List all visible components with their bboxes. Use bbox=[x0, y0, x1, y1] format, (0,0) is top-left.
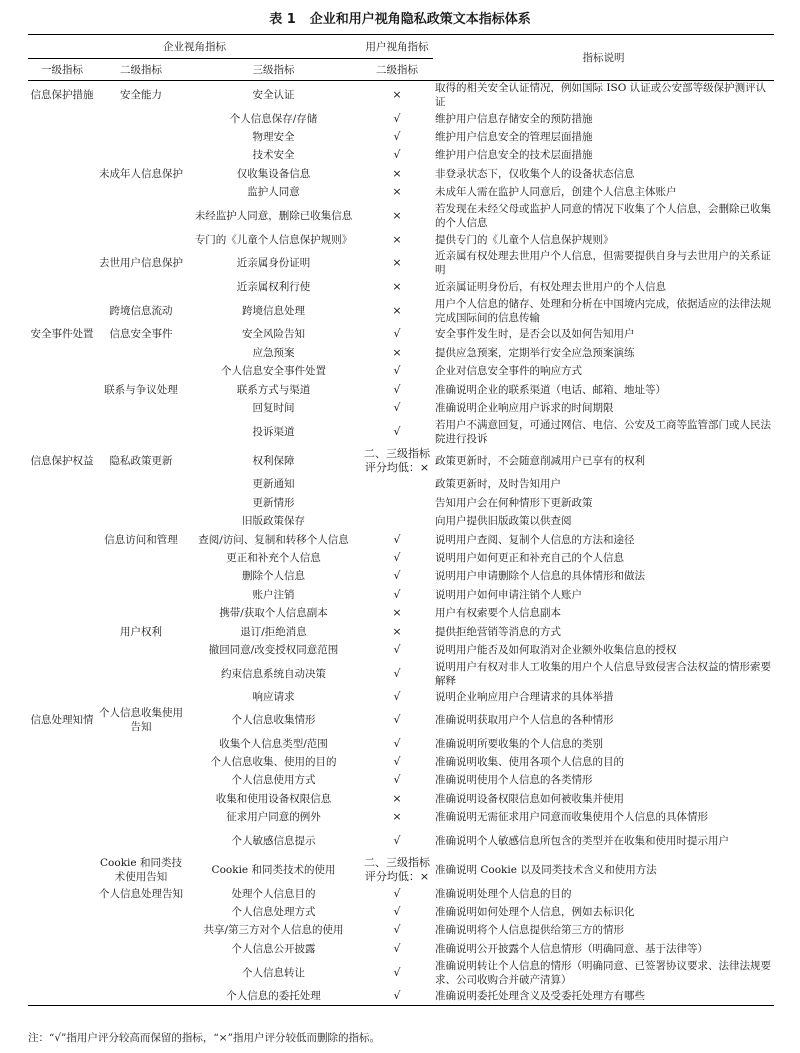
level2-cell bbox=[96, 921, 186, 939]
level2-cell bbox=[96, 688, 186, 706]
table-row bbox=[28, 688, 774, 706]
level2-cell bbox=[96, 128, 186, 146]
table-row bbox=[28, 940, 774, 958]
level3-cell: 约束信息系统自动决策 bbox=[221, 667, 326, 680]
level3-cell: 安全风险告知 bbox=[242, 328, 305, 341]
level1-cell bbox=[28, 512, 96, 530]
level2-cell bbox=[96, 604, 186, 622]
table-row bbox=[28, 530, 774, 548]
level1-cell bbox=[28, 380, 96, 398]
description-cell: 提供应急预案，定期举行安全应急预案演练 bbox=[435, 346, 635, 359]
table-row bbox=[28, 734, 774, 752]
description-cell: 准确说明设备权限信息如何被收集并使用 bbox=[435, 792, 625, 805]
user-mark-cell: √ bbox=[393, 569, 401, 583]
user-mark-cell: √ bbox=[393, 550, 401, 564]
user-mark-cell: √ bbox=[393, 965, 401, 979]
level3-cell: 回复时间 bbox=[252, 401, 295, 414]
description-cell: 准确说明无需征求用户同意而收集使用个人信息的具体情形 bbox=[435, 811, 709, 824]
table-row bbox=[28, 771, 774, 789]
user-mark-cell: × bbox=[392, 185, 402, 199]
level1-cell bbox=[28, 146, 96, 164]
description-cell: 准确说明使用个人信息的各类情形 bbox=[435, 774, 593, 787]
level3-cell: 近亲属权利行使 bbox=[236, 281, 311, 294]
level1-cell bbox=[28, 567, 96, 585]
user-mark-cell: × bbox=[392, 88, 402, 102]
level1-cell bbox=[28, 362, 96, 380]
level1-cell bbox=[28, 622, 96, 640]
user-mark-cell: √ bbox=[393, 833, 401, 847]
user-mark-cell: × bbox=[392, 256, 402, 270]
description-header: 指标说明 bbox=[433, 35, 774, 81]
level3-cell: 近亲属身份证明 bbox=[236, 257, 311, 270]
level3-cell: 删除个人信息 bbox=[242, 570, 305, 583]
user-mark-cell: × bbox=[392, 624, 402, 638]
level1-cell bbox=[28, 530, 96, 548]
level1-cell bbox=[28, 201, 96, 230]
description-cell: 说明用户申请删除个人信息的具体情形和做法 bbox=[435, 570, 646, 583]
level3-cell: 查阅/访问、复制和转移个人信息 bbox=[198, 533, 349, 546]
level2-cell: 信息访问和管理 bbox=[104, 533, 178, 546]
level2-cell bbox=[96, 586, 186, 604]
level1-cell bbox=[28, 884, 96, 902]
user-mark-cell bbox=[361, 475, 433, 493]
level3-cell: 撤回同意/改变授权同意范围 bbox=[208, 643, 339, 656]
level2-cell: 用户权利 bbox=[120, 625, 162, 638]
user-mark-cell: × bbox=[392, 280, 402, 294]
level2-cell: Cookie 和同类技术使用告知 bbox=[100, 856, 182, 883]
table-row bbox=[28, 855, 774, 884]
description-cell: 安全事件发生时，是否会以及如何告知用户 bbox=[435, 328, 635, 341]
user-mark-cell: √ bbox=[393, 327, 401, 341]
level3-cell: Cookie 和同类技术的使用 bbox=[211, 863, 336, 876]
description-cell: 说明用户如何更正和补充自己的个人信息 bbox=[435, 551, 625, 564]
description-cell: 准确说明转让个人信息的情形（明确同意、已签署协议要求、法律法规要求、公司收购合并破产清算） bbox=[435, 959, 772, 986]
level1-cell: 信息保护措施 bbox=[30, 89, 94, 102]
user-mark-cell: √ bbox=[393, 642, 401, 656]
level3-header: 三级指标 bbox=[186, 59, 361, 81]
table-row bbox=[28, 987, 774, 1005]
user-mark-cell: √ bbox=[393, 148, 401, 162]
level3-cell: 联系方式与渠道 bbox=[236, 383, 311, 396]
level1-cell bbox=[28, 734, 96, 752]
level1-cell bbox=[28, 230, 96, 248]
description-cell: 政策更新时，不会随意削减用户已享有的权利 bbox=[435, 454, 646, 467]
description-cell: 准确说明处理个人信息的目的 bbox=[435, 887, 572, 900]
user-level2-header: 二级指标 bbox=[361, 59, 433, 81]
level2-cell bbox=[96, 549, 186, 567]
table-row bbox=[28, 903, 774, 921]
level2-cell bbox=[96, 987, 186, 1005]
description-cell: 向用户提供旧版政策以供查阅 bbox=[435, 515, 572, 528]
table-row bbox=[28, 278, 774, 296]
level1-cell bbox=[28, 688, 96, 706]
description-cell: 非登录状态下，仅收集个人的设备状态信息 bbox=[435, 167, 635, 180]
level2-cell bbox=[96, 344, 186, 362]
level1-cell bbox=[28, 771, 96, 789]
level2-cell bbox=[96, 110, 186, 128]
description-cell: 说明企业响应用户合理请求的具体举措 bbox=[435, 691, 614, 704]
description-cell: 未成年人需在监护人同意后，创建个人信息主体账户 bbox=[435, 186, 677, 199]
level2-cell bbox=[96, 826, 186, 855]
description-cell: 若发现在未经父母或监护人同意的情况下收集了个人信息，会删除已收集的个人信息 bbox=[435, 202, 772, 229]
description-cell: 提供专门的《儿童个人信息保护规则》 bbox=[435, 233, 614, 246]
user-mark-cell: √ bbox=[393, 130, 401, 144]
user-mark-cell: √ bbox=[393, 587, 401, 601]
level2-cell bbox=[96, 183, 186, 201]
level3-cell: 权利保障 bbox=[252, 454, 295, 467]
level3-cell: 个人信息安全事件处置 bbox=[221, 365, 326, 378]
level1-cell bbox=[28, 641, 96, 659]
level2-cell bbox=[96, 362, 186, 380]
level1-cell bbox=[28, 296, 96, 325]
level3-cell: 更正和补充个人信息 bbox=[226, 551, 321, 564]
user-mark-cell: √ bbox=[393, 886, 401, 900]
user-mark-cell: × bbox=[392, 208, 402, 222]
level2-cell: 联系与争议处理 bbox=[104, 383, 178, 396]
level2-cell bbox=[96, 808, 186, 826]
table-row bbox=[28, 344, 774, 362]
level1-cell bbox=[28, 278, 96, 296]
level1-cell bbox=[28, 165, 96, 183]
table-row bbox=[28, 659, 774, 688]
table-row bbox=[28, 494, 774, 512]
table-row bbox=[28, 146, 774, 164]
table-row bbox=[28, 706, 774, 734]
table-row bbox=[28, 641, 774, 659]
level2-cell bbox=[96, 903, 186, 921]
level1-cell bbox=[28, 987, 96, 1005]
level3-cell: 个人信息处理方式 bbox=[231, 906, 316, 919]
level1-cell bbox=[28, 183, 96, 201]
level1-cell: 安全事件处置 bbox=[30, 328, 94, 341]
level3-cell: 个人信息的委托处理 bbox=[186, 987, 361, 1005]
level2-cell: 安全能力 bbox=[120, 89, 162, 102]
table-row bbox=[28, 380, 774, 398]
level3-cell: 响应请求 bbox=[252, 691, 295, 704]
description-cell: 用户有权索要个人信息副本 bbox=[435, 607, 562, 620]
level3-cell: 更新情形 bbox=[252, 496, 295, 509]
level3-cell: 个人敏感信息提示 bbox=[231, 834, 316, 847]
table-number: 表 1 bbox=[269, 12, 296, 27]
level1-header: 一级指标 bbox=[28, 59, 96, 81]
level2-cell: 信息安全事件 bbox=[109, 328, 173, 341]
level3-cell: 共享/第三方对个人信息的使用 bbox=[203, 924, 344, 937]
table-row bbox=[28, 249, 774, 278]
level2-cell: 隐私政策更新 bbox=[109, 454, 173, 467]
level1-cell bbox=[28, 940, 96, 958]
level3-cell: 监护人同意 bbox=[247, 186, 300, 199]
description-cell: 提供拒绝营销等消息的方式 bbox=[435, 625, 562, 638]
description-cell: 准确说明将个人信息提供给第三方的情形 bbox=[435, 924, 625, 937]
table-row bbox=[28, 417, 774, 446]
enterprise-group-header: 企业视角指标 bbox=[28, 35, 361, 59]
user-mark-cell: × bbox=[392, 810, 402, 824]
user-mark-cell: √ bbox=[393, 690, 401, 704]
description-cell: 近亲属证明身份后，有权处理去世用户的个人信息 bbox=[435, 281, 667, 294]
description-cell: 企业对信息安全事件的响应方式 bbox=[435, 365, 583, 378]
level1-cell bbox=[28, 855, 96, 884]
table-row bbox=[28, 128, 774, 146]
description-cell: 维护用户信息安全的技术层面措施 bbox=[435, 149, 593, 162]
level2-cell: 未成年人信息保护 bbox=[99, 167, 183, 180]
level2-cell bbox=[96, 417, 186, 446]
level3-cell: 应急预案 bbox=[252, 346, 295, 359]
level3-cell: 征求用户同意的例外 bbox=[226, 811, 321, 824]
level1-cell bbox=[28, 494, 96, 512]
level1-cell bbox=[28, 399, 96, 417]
level2-cell: 去世用户信息保护 bbox=[99, 257, 183, 270]
level2-cell bbox=[96, 512, 186, 530]
user-mark-cell: × bbox=[392, 791, 402, 805]
table-row bbox=[28, 567, 774, 585]
level1-cell bbox=[28, 826, 96, 855]
description-cell: 准确说明所要收集的个人信息的类别 bbox=[435, 737, 604, 750]
user-mark-cell: × bbox=[392, 345, 402, 359]
level1-cell bbox=[28, 808, 96, 826]
level2-cell: 个人信息处理告知 bbox=[99, 887, 183, 900]
table-row bbox=[28, 549, 774, 567]
table-body bbox=[28, 81, 774, 1006]
table-title bbox=[0, 8, 800, 27]
level3-cell: 账户注销 bbox=[252, 588, 295, 601]
table-row bbox=[28, 325, 774, 343]
level3-cell: 旧版政策保存 bbox=[242, 515, 305, 528]
user-mark-cell: 二、三级指标评分均低：× bbox=[364, 446, 431, 474]
indicator-table bbox=[28, 34, 774, 1006]
description-cell: 准确说明个人敏感信息所包含的类型并在收集和使用时提示用户 bbox=[435, 834, 730, 847]
level3-cell: 收集和使用设备权限信息 bbox=[215, 792, 332, 805]
level2-cell bbox=[96, 771, 186, 789]
table-row bbox=[28, 826, 774, 855]
description-cell: 维护用户信息存储安全的预防措施 bbox=[435, 112, 593, 125]
level2-cell bbox=[96, 641, 186, 659]
level3-cell: 个人信息使用方式 bbox=[231, 774, 316, 787]
user-mark-cell: √ bbox=[393, 364, 401, 378]
level3-cell: 处理个人信息目的 bbox=[231, 887, 316, 900]
description-cell: 准确说明企业响应用户诉求的时间期限 bbox=[435, 401, 614, 414]
level1-cell bbox=[28, 659, 96, 688]
level1-cell bbox=[28, 249, 96, 278]
table-row bbox=[28, 296, 774, 325]
level1-cell bbox=[28, 921, 96, 939]
description-cell: 近亲属有权处理去世用户个人信息，但需要提供自身与去世用户的关系证明 bbox=[435, 250, 772, 277]
user-mark-cell: √ bbox=[361, 987, 433, 1005]
description-cell: 准确说明收集、使用各项个人信息的目的 bbox=[435, 756, 625, 769]
user-mark-cell: √ bbox=[393, 736, 401, 750]
level2-cell bbox=[96, 278, 186, 296]
description-cell: 用户个人信息的储存、处理和分析在中国境内完成，依据适应的法律法规完成国际间的信息传输 bbox=[435, 297, 772, 324]
level3-cell: 投诉渠道 bbox=[252, 425, 295, 438]
description-cell: 准确说明获取用户个人信息的各种情形 bbox=[435, 714, 614, 727]
user-mark-cell bbox=[361, 494, 433, 512]
description-cell: 告知用户会在何种情形下更新政策 bbox=[435, 496, 593, 509]
user-mark-cell: √ bbox=[393, 713, 401, 727]
level2-header: 二级指标 bbox=[96, 59, 186, 81]
level3-cell: 收集个人信息类型/范围 bbox=[219, 737, 328, 750]
level1-cell bbox=[28, 475, 96, 493]
level1-cell: 信息保护权益 bbox=[30, 454, 94, 467]
level2-cell: 个人信息收集使用告知 bbox=[99, 707, 183, 734]
description-cell: 若用户不满意回复，可通过网信、电信、公安及工商等监管部门或人民法院进行投诉 bbox=[435, 418, 772, 445]
table-row bbox=[28, 230, 774, 248]
level3-cell: 跨境信息处理 bbox=[242, 304, 305, 317]
table-row bbox=[28, 399, 774, 417]
table-note: 注：“√”指用户评分较高而保留的指标，“×”指用户评分较低而删除的指标。 bbox=[28, 1032, 380, 1044]
description-cell: 取得的相关安全认证情况，例如国际 ISO 认证或公安部等级保护测评认证 bbox=[435, 82, 767, 109]
level2-cell bbox=[96, 940, 186, 958]
user-mark-cell: √ bbox=[393, 382, 401, 396]
description-cell: 说明用户查阅、复制个人信息的方法和途径 bbox=[435, 533, 635, 546]
level1-cell bbox=[28, 549, 96, 567]
user-mark-cell: √ bbox=[393, 905, 401, 919]
level2-cell bbox=[96, 659, 186, 688]
level3-cell: 个人信息收集情形 bbox=[231, 714, 316, 727]
level2-cell bbox=[96, 475, 186, 493]
level1-cell bbox=[28, 958, 96, 987]
level2-cell: 跨境信息流动 bbox=[109, 304, 173, 317]
level2-cell bbox=[96, 230, 186, 248]
level2-cell bbox=[96, 958, 186, 987]
level1-cell bbox=[28, 344, 96, 362]
description-cell: 维护用户信息安全的管理层面措施 bbox=[435, 131, 593, 144]
table-row bbox=[28, 753, 774, 771]
table-row bbox=[28, 512, 774, 530]
user-mark-cell: × bbox=[392, 303, 402, 317]
description-cell: 准确说明企业的联系渠道（电话、邮箱、地址等） bbox=[435, 383, 667, 396]
table-row bbox=[28, 586, 774, 604]
level1-cell bbox=[28, 604, 96, 622]
level2-cell bbox=[96, 146, 186, 164]
level3-cell: 未经监护人同意，删除已收集信息 bbox=[194, 209, 353, 222]
level3-cell: 个人信息收集、使用的目的 bbox=[210, 756, 337, 769]
table-row bbox=[28, 446, 774, 475]
level3-cell: 个人信息保存/存储 bbox=[229, 112, 318, 125]
level2-cell bbox=[96, 567, 186, 585]
level3-cell: 物理安全 bbox=[252, 131, 295, 144]
description-cell: 准确说明 Cookie 以及同类技术含义和使用方法 bbox=[435, 863, 657, 876]
level1-cell bbox=[28, 128, 96, 146]
level2-cell bbox=[96, 753, 186, 771]
level1-cell bbox=[28, 417, 96, 446]
table-row bbox=[28, 201, 774, 230]
description-cell: 说明用户能否及如何取消对企业额外收集信息的授权 bbox=[435, 643, 677, 656]
user-mark-cell bbox=[361, 512, 433, 530]
level2-cell bbox=[96, 399, 186, 417]
user-mark-cell: √ bbox=[393, 755, 401, 769]
user-mark-cell: √ bbox=[393, 400, 401, 414]
level3-cell: 退订/拒绝消息 bbox=[240, 625, 307, 638]
table-row bbox=[28, 165, 774, 183]
user-mark-cell: √ bbox=[393, 111, 401, 125]
level1-cell: 信息处理知情 bbox=[30, 714, 94, 727]
level3-cell: 携带/获取个人信息副本 bbox=[219, 607, 328, 620]
level1-cell bbox=[28, 903, 96, 921]
table-row bbox=[28, 362, 774, 380]
table-row bbox=[28, 958, 774, 987]
table-row bbox=[28, 475, 774, 493]
description-cell: 准确说明公开披露个人信息情形（明确同意、基于法律等） bbox=[435, 942, 709, 955]
user-mark-cell: √ bbox=[393, 666, 401, 680]
level1-cell bbox=[28, 790, 96, 808]
level1-cell bbox=[28, 753, 96, 771]
table-caption: 企业和用户视角隐私政策文本指标体系 bbox=[309, 12, 531, 27]
level3-cell: 更新通知 bbox=[252, 478, 295, 491]
level3-cell: 专门的《儿童个人信息保护规则》 bbox=[194, 233, 353, 246]
description-cell: 政策更新时，及时告知用户 bbox=[435, 478, 562, 491]
table-row bbox=[28, 790, 774, 808]
user-mark-cell: √ bbox=[393, 532, 401, 546]
user-mark-cell: × bbox=[392, 606, 402, 620]
description-cell: 说明用户如何申请注销个人账户 bbox=[435, 588, 583, 601]
table-row bbox=[28, 110, 774, 128]
user-mark-cell: √ bbox=[393, 424, 401, 438]
level2-cell bbox=[96, 790, 186, 808]
table-row bbox=[28, 921, 774, 939]
level2-cell bbox=[96, 734, 186, 752]
table-row bbox=[28, 884, 774, 902]
description-cell: 准确说明如何处理个人信息，例如去标识化 bbox=[435, 906, 635, 919]
user-mark-cell: 二、三级指标评分均低：× bbox=[364, 855, 431, 883]
level1-cell bbox=[28, 586, 96, 604]
table-row bbox=[28, 81, 774, 110]
level2-cell bbox=[96, 494, 186, 512]
level2-cell bbox=[96, 201, 186, 230]
user-mark-cell: √ bbox=[393, 923, 401, 937]
description-cell: 准确说明委托处理含义及受委托处理方有哪些 bbox=[433, 987, 774, 1005]
level3-cell: 技术安全 bbox=[252, 149, 295, 162]
table-row bbox=[28, 808, 774, 826]
user-mark-cell: × bbox=[392, 166, 402, 180]
level3-cell: 个人信息公开披露 bbox=[231, 942, 316, 955]
table-row bbox=[28, 622, 774, 640]
level3-cell: 安全认证 bbox=[252, 89, 295, 102]
level3-cell: 个人信息转让 bbox=[242, 966, 305, 979]
level3-cell: 仅收集设备信息 bbox=[236, 167, 311, 180]
table-row bbox=[28, 183, 774, 201]
user-group-header: 用户视角指标 bbox=[361, 35, 433, 59]
user-mark-cell: √ bbox=[393, 941, 401, 955]
level1-cell bbox=[28, 110, 96, 128]
description-cell: 说明用户有权对非人工收集的用户个人信息导致侵害合法权益的情形索要解释 bbox=[435, 660, 772, 687]
table-row bbox=[28, 604, 774, 622]
user-mark-cell: × bbox=[392, 232, 402, 246]
user-mark-cell: √ bbox=[393, 773, 401, 787]
